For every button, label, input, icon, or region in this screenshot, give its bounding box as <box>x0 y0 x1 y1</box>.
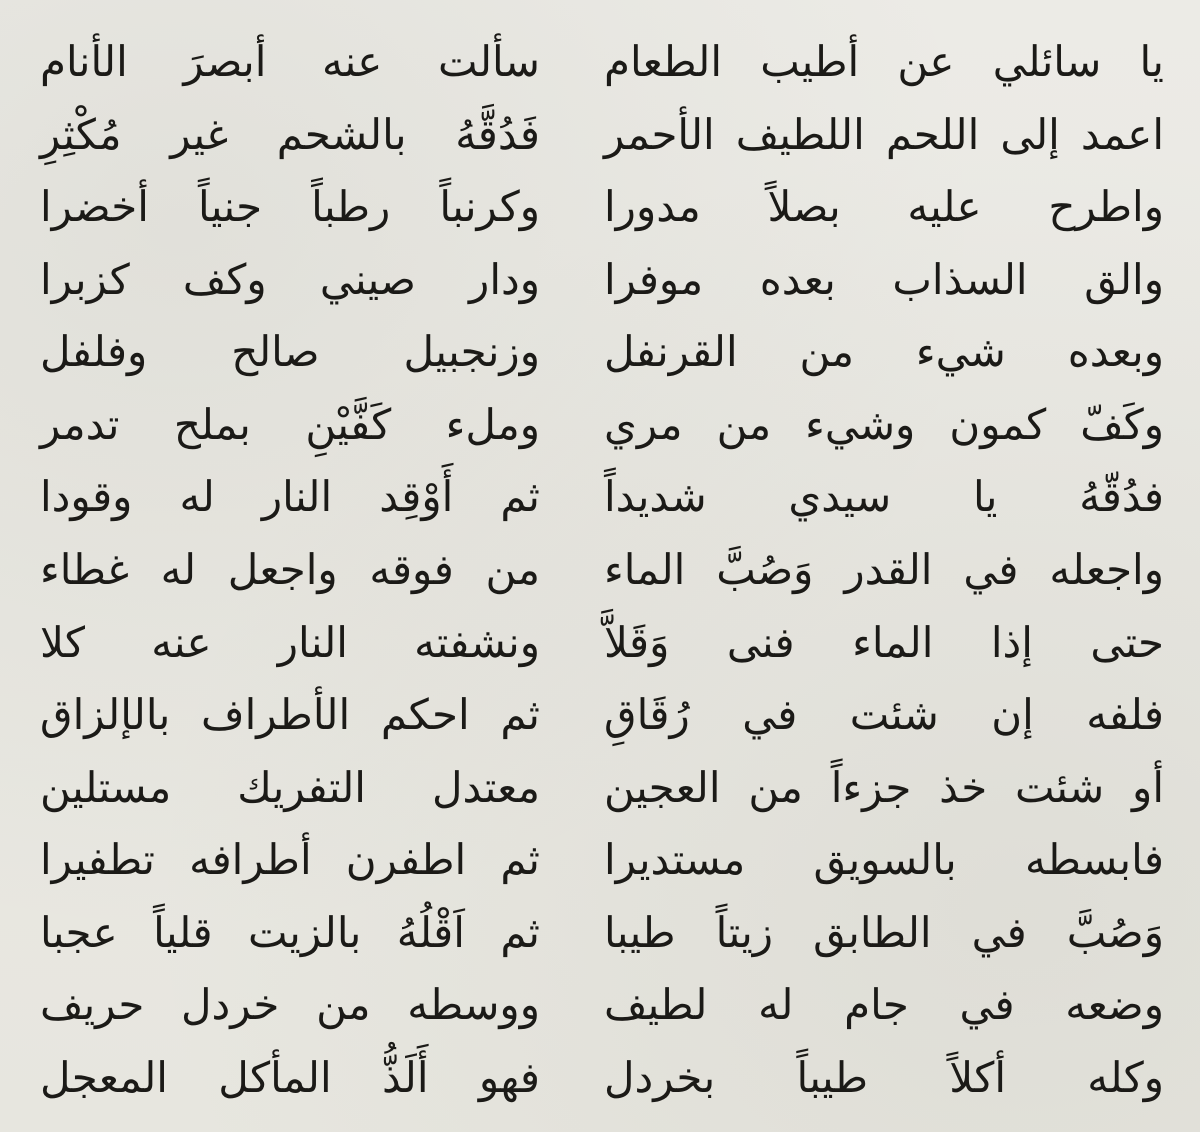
verse-first-hemistich: حتى إذا الماء فنى وَقَلاَّ <box>604 617 1164 667</box>
verse-second-hemistich: من فوقه واجعل له غطاء <box>40 544 540 594</box>
verse-first-hemistich: أو شئت خذ جزءاً من العجين <box>604 762 1164 812</box>
verse-row <box>40 320 1164 384</box>
verse-second-hemistich: سألت عنه أبصرَ الأنام <box>40 37 540 86</box>
verse-second-hemistich: وملء كَفَّيْنِ بملح تدمر <box>40 399 540 449</box>
verse-second-hemistich: فَدُقَّهُ بالشحم غير مُكْثِرِ <box>40 109 540 159</box>
verse-first-hemistich: فدُقّهُ يا سيدي شديداً <box>604 472 1164 522</box>
verse-row <box>40 248 1164 312</box>
verse-first-hemistich: وضعه في جام له لطيف <box>604 980 1164 1030</box>
verse-first-hemistich: يا سائلي عن أطيب الطعام <box>604 37 1164 86</box>
poem <box>40 30 1164 1110</box>
verse-row <box>40 30 1164 94</box>
verse-second-hemistich: معتدل التفريك مستلين <box>40 762 540 812</box>
verse-row <box>40 901 1164 965</box>
verse-first-hemistich: فابسطه بالسويق مستديرا <box>604 835 1164 885</box>
verse-row <box>40 1046 1164 1110</box>
verse-first-hemistich: واجعله في القدر وَصُبَّ الماء <box>604 544 1164 594</box>
verse-first-hemistich: والق السذاب بعده موفرا <box>604 254 1164 304</box>
verse-first-hemistich: واطرح عليه بصلاً مدورا <box>604 182 1164 232</box>
verse-first-hemistich: فلفه إن شئت في رُقَاقِ <box>604 690 1164 740</box>
verse-first-hemistich: وكَفّ كمون وشيء من مري <box>604 399 1164 449</box>
verse-row <box>40 175 1164 239</box>
verse-row <box>40 828 1164 892</box>
verse-second-hemistich: ونشفته النار عنه كلا <box>40 617 540 667</box>
verse-second-hemistich: ثم اَقْلُهُ بالزيت قلياً عجبا <box>40 907 540 957</box>
verse-second-hemistich: وكرنباً رطباً جنياً أخضرا <box>40 182 540 232</box>
verse-row <box>40 465 1164 529</box>
verse-second-hemistich: فهو أَلَذُّ المأكل المعجل <box>40 1052 540 1102</box>
verse-second-hemistich: وزنجبيل صالح وفلفل <box>40 327 540 377</box>
verse-row <box>40 683 1164 747</box>
verse-row <box>40 393 1164 457</box>
verse-first-hemistich: وبعده شيء من القرنفل <box>604 327 1164 377</box>
verse-row <box>40 756 1164 820</box>
verse-second-hemistich: ثم احكم الأطراف بالإلزاق <box>40 690 540 740</box>
verse-first-hemistich: وَصُبَّ في الطابق زيتاً طيبا <box>604 907 1164 957</box>
verse-row <box>40 611 1164 675</box>
verse-second-hemistich: ودار صيني وكف كزبرا <box>40 254 540 304</box>
verse-row <box>40 538 1164 602</box>
verse-second-hemistich: ووسطه من خردل حريف <box>40 980 540 1030</box>
verse-row <box>40 103 1164 167</box>
verse-second-hemistich: ثم اطفرن أطرافه تطفيرا <box>40 835 540 885</box>
verse-row <box>40 973 1164 1037</box>
verse-first-hemistich: اعمد إلى اللحم اللطيف الأحمر <box>604 109 1164 159</box>
verse-second-hemistich: ثم أَوْقِد النار له وقودا <box>40 472 540 522</box>
verse-first-hemistich: وكله أكلاً طيباً بخردل <box>604 1052 1164 1102</box>
